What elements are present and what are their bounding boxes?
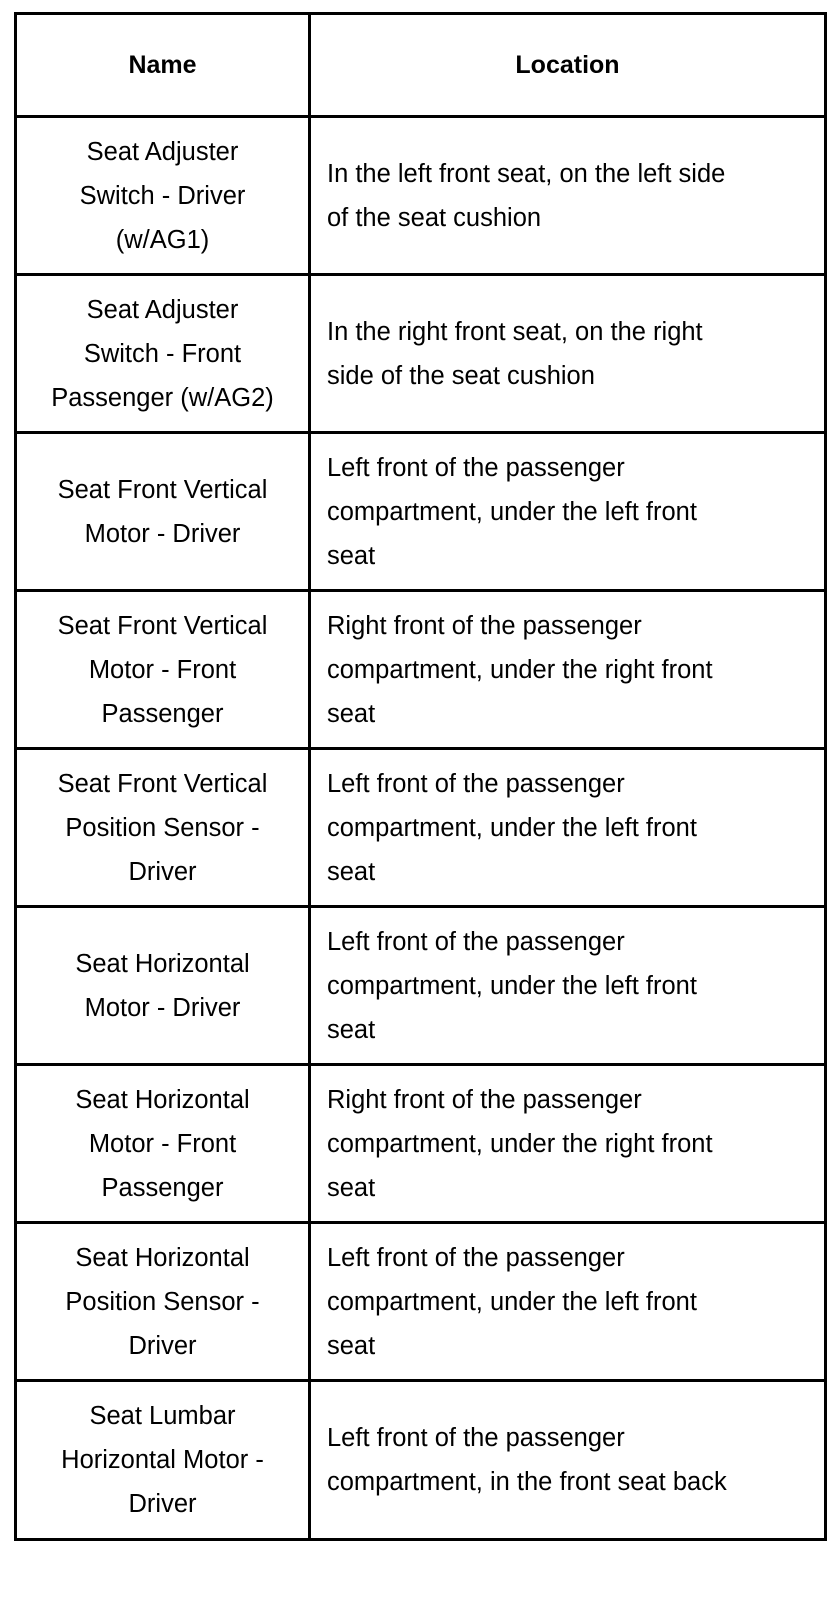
component-location: Left front of the passenger compartment, under the left front seat (327, 453, 697, 570)
header-row (16, 14, 826, 117)
location-column-header: Location (310, 14, 826, 117)
location-cell (310, 1065, 826, 1223)
table-body (16, 117, 826, 1540)
component-name: Seat Horizontal Motor - Driver (75, 949, 250, 1022)
location-cell (310, 749, 826, 907)
component-name: Seat Front Vertical Motor - Front Passenger (57, 611, 268, 728)
component-name: Seat Horizontal Position Sensor - Driver (65, 1243, 260, 1360)
component-location: Right front of the passenger compartment, under the right front seat (327, 1085, 713, 1202)
table-row (16, 275, 826, 433)
location-cell (310, 433, 826, 591)
name-column-header: Name (16, 14, 310, 117)
location-cell (310, 275, 826, 433)
component-name: Seat Adjuster Switch - Front Passenger (w/AG2) (51, 295, 274, 412)
table-row (16, 1381, 826, 1540)
component-location: Left front of the passenger compartment, under the left front seat (327, 927, 697, 1044)
table-header (16, 14, 826, 117)
location-cell (310, 907, 826, 1065)
location-cell (310, 1381, 826, 1540)
component-name: Seat Front Vertical Motor - Driver (57, 475, 268, 548)
location-cell (310, 591, 826, 749)
component-name: Seat Front Vertical Position Sensor - Driver (57, 769, 268, 886)
table-row (16, 433, 826, 591)
component-name: Seat Lumbar Horizontal Motor - Driver (61, 1402, 264, 1518)
component-name: Seat Adjuster Switch - Driver (w/AG1) (79, 137, 246, 254)
component-location-table (14, 12, 827, 1541)
name-cell (16, 749, 310, 907)
component-location: In the right front seat, on the right side of the seat cushion (327, 317, 703, 390)
component-name: Seat Horizontal Motor - Front Passenger (75, 1085, 250, 1202)
component-location: Left front of the passenger compartment, in the front seat back (327, 1424, 727, 1496)
component-location: In the left front seat, on the left side of the seat cushion (327, 159, 726, 232)
table-row (16, 117, 826, 275)
name-cell (16, 117, 310, 275)
table-row (16, 1223, 826, 1381)
name-cell (16, 433, 310, 591)
location-cell (310, 1223, 826, 1381)
name-cell (16, 591, 310, 749)
table-row (16, 749, 826, 907)
table-row (16, 1065, 826, 1223)
location-cell (310, 117, 826, 275)
name-cell (16, 1381, 310, 1540)
name-cell (16, 275, 310, 433)
component-location: Left front of the passenger compartment, under the left front seat (327, 769, 697, 886)
name-cell (16, 1065, 310, 1223)
table-row (16, 591, 826, 749)
component-location: Right front of the passenger compartment, under the right front seat (327, 611, 713, 728)
name-cell (16, 1223, 310, 1381)
name-cell (16, 907, 310, 1065)
table-row (16, 907, 826, 1065)
component-location: Left front of the passenger compartment, under the left front seat (327, 1243, 697, 1360)
